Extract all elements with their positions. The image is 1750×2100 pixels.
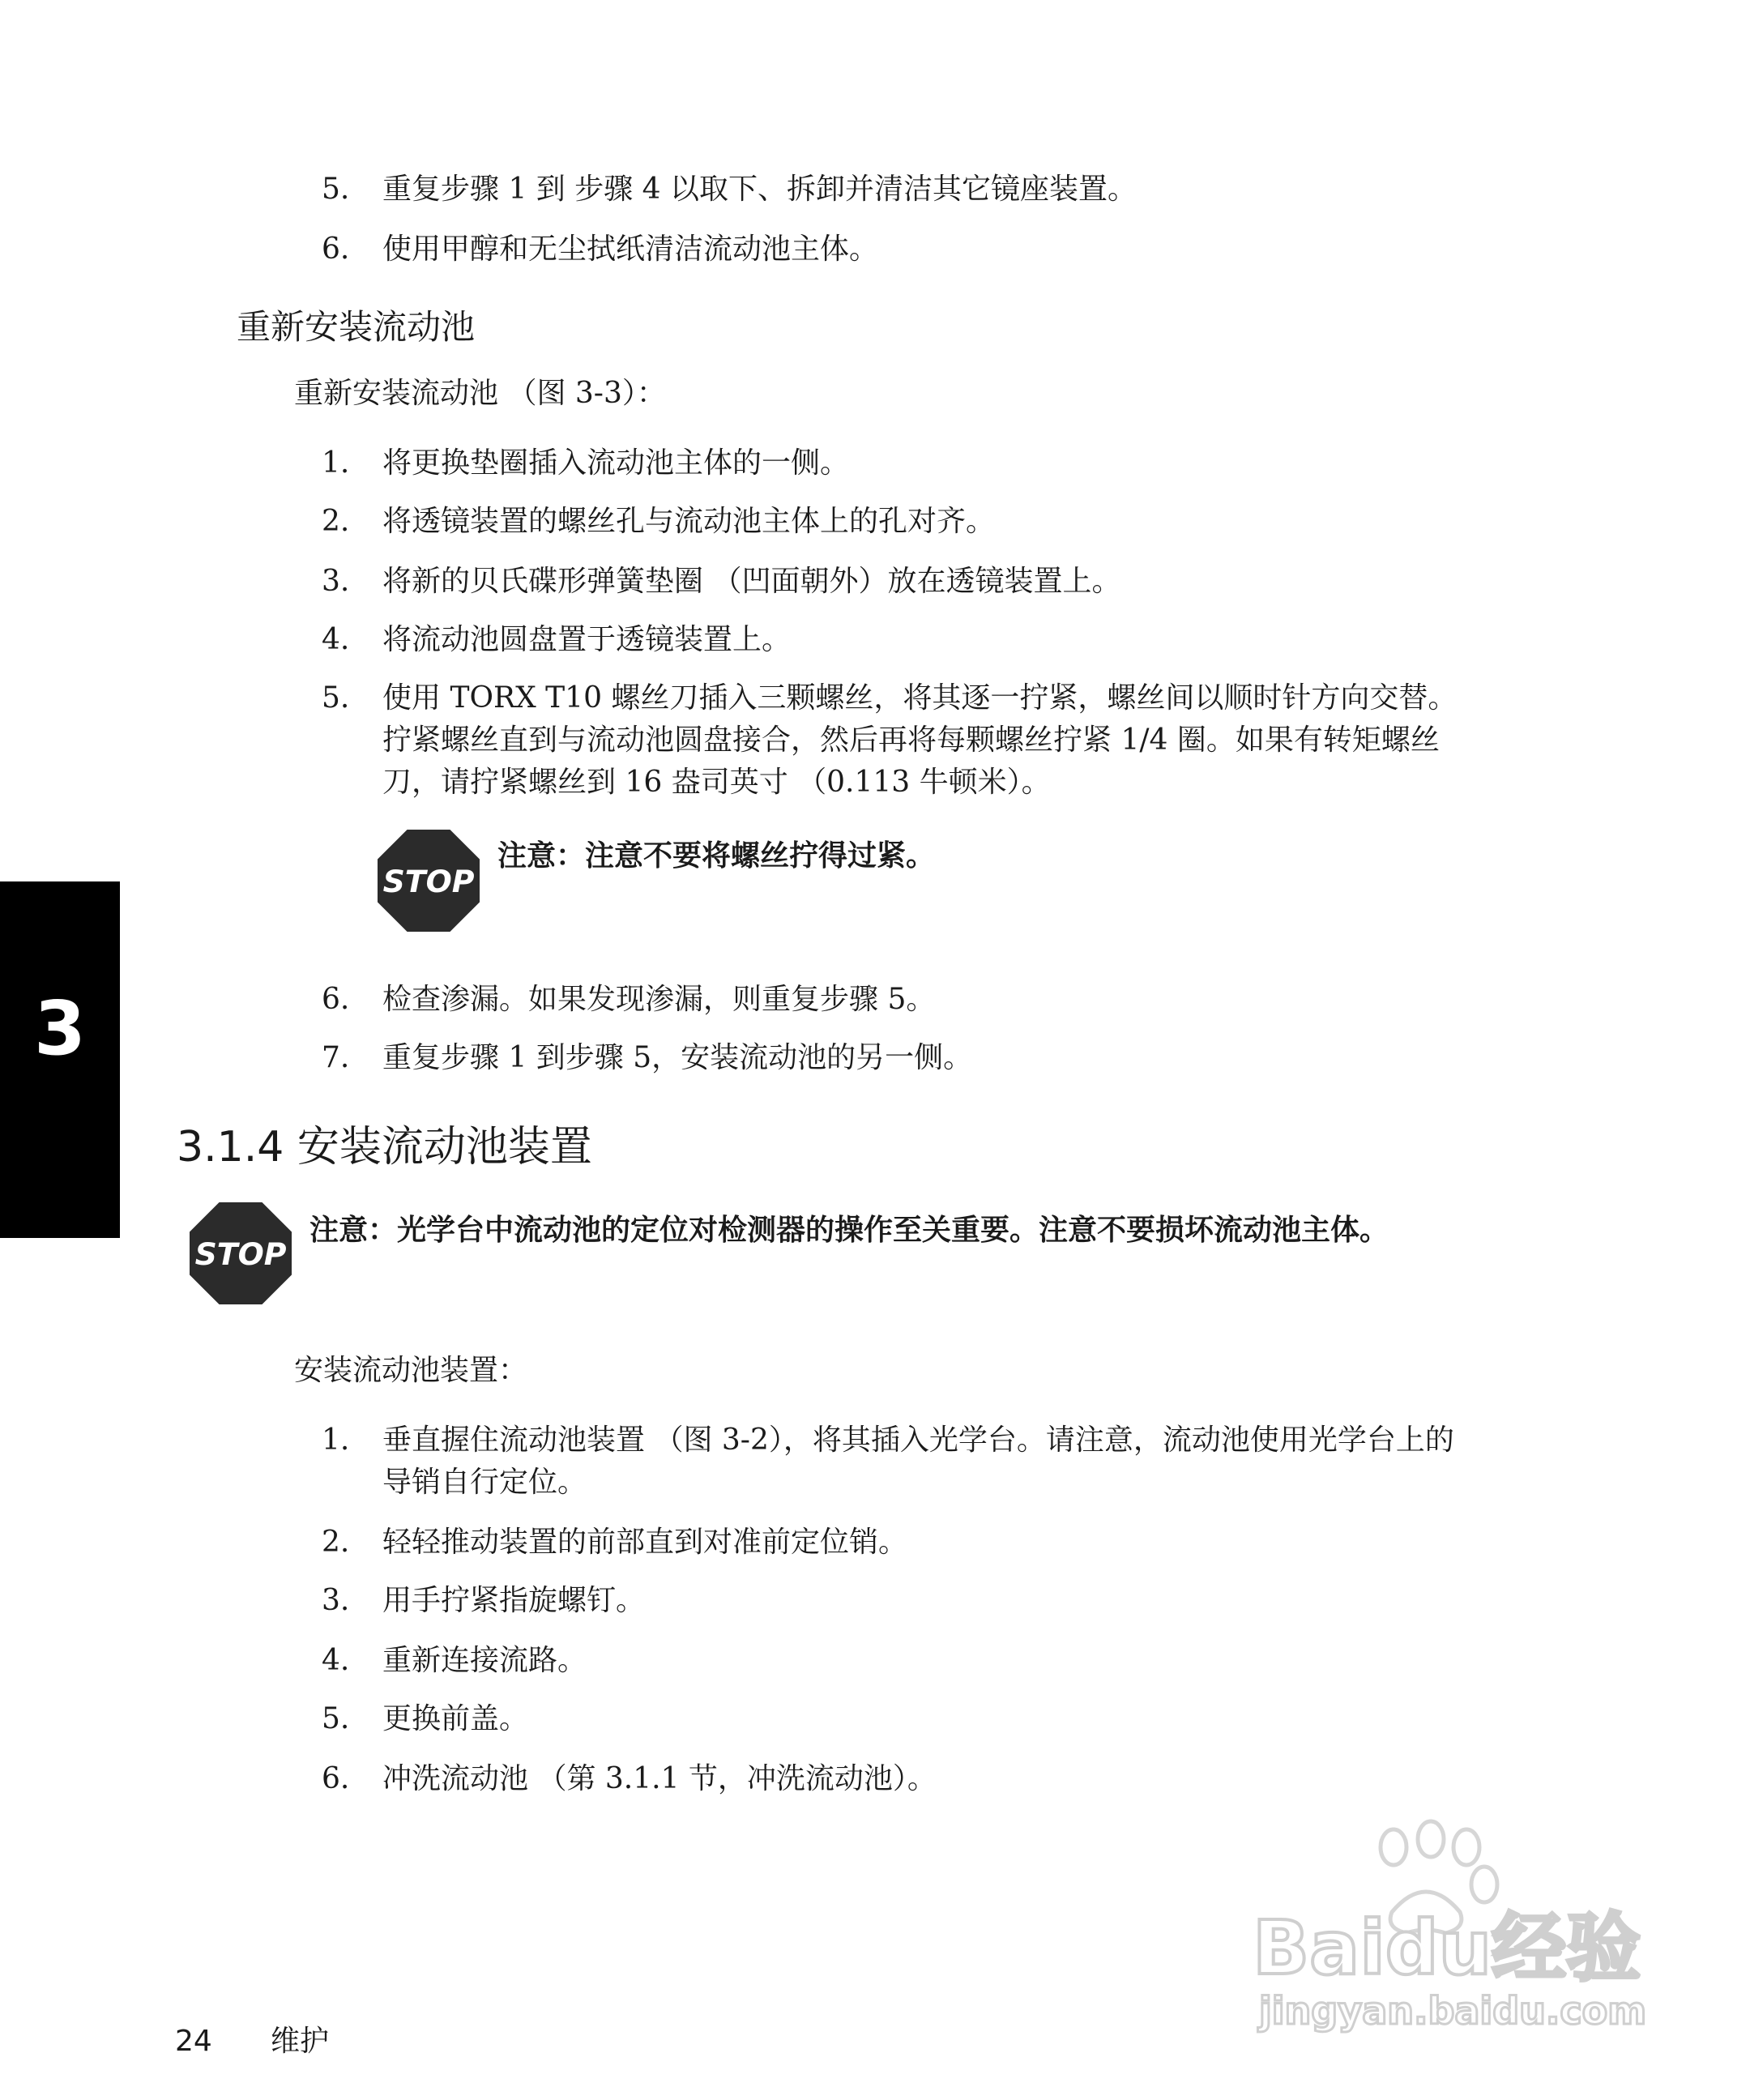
watermark-url: jingyan.baidu.com <box>1259 1989 1647 2033</box>
baidu-jingyan-watermark <box>1248 1815 1669 2034</box>
step-number: 1. <box>322 1423 350 1457</box>
caution-text: 注意：光学台中流动池的定位对检测器的操作至关重要。注意不要损坏流动池主体。 <box>309 1214 1389 1247</box>
caution-text: 注意：注意不要将螺丝拧得过紧。 <box>497 839 936 873</box>
intro-text: 安装流动池装置： <box>294 1354 528 1387</box>
step-text-line: 拧紧螺丝直到与流动池圆盘接合，然后再将每颗螺丝拧紧 1/4 圈。如果有转矩螺丝 <box>382 723 1440 757</box>
stop-sign-icon <box>190 1202 292 1304</box>
step-text: 将新的贝氏碟形弹簧垫圈 （凹面朝外）放在透镜装置上。 <box>382 565 1121 598</box>
step-text: 将更换垫圈插入流动池主体的一侧。 <box>382 446 850 480</box>
step-text: 轻轻推动装置的前部直到对准前定位销。 <box>382 1526 908 1559</box>
step-text: 更换前盖。 <box>382 1702 529 1735</box>
step-number: 7. <box>322 1041 350 1074</box>
subsection-heading: 重新安装流动池 <box>237 307 476 347</box>
step-text-line: 垂直握住流动池装置 （图 3-2），将其插入光学台。请注意，流动池使用光学台上的 <box>382 1423 1454 1457</box>
footer-title: 维护 <box>271 2025 330 2058</box>
step-text: 将透镜装置的螺丝孔与流动池主体上的孔对齐。 <box>382 505 996 538</box>
step-number: 5. <box>322 681 350 715</box>
step-number: 5. <box>322 173 350 206</box>
step-text: 将流动池圆盘置于透镜装置上。 <box>382 623 792 656</box>
step-number: 6. <box>322 983 350 1016</box>
step-text: 使用甲醇和无尘拭纸清洁流动池主体。 <box>382 233 879 266</box>
intro-text: 重新安装流动池 （图 3-3）： <box>294 377 666 410</box>
stop-label: STOP <box>194 1236 287 1272</box>
section-title: 3.1.4 安装流动池装置 <box>177 1123 592 1172</box>
step-text: 重复步骤 1 到步骤 5，安装流动池的另一侧。 <box>382 1041 973 1074</box>
watermark-brand: Baidu经验 <box>1253 1905 1641 1991</box>
step-text: 检查渗漏。如果发现渗漏，则重复步骤 5。 <box>382 983 936 1016</box>
step-text-line: 导销自行定位。 <box>382 1466 587 1499</box>
stop-sign-icon <box>378 830 480 932</box>
step-number: 3. <box>322 1584 350 1617</box>
chapter-number: 3 <box>33 985 86 1072</box>
step-text: 重复步骤 1 到 步骤 4 以取下、拆卸并清洁其它镜座装置。 <box>382 173 1138 206</box>
step-number: 6. <box>322 1762 350 1795</box>
step-text: 用手拧紧指旋螺钉。 <box>382 1584 646 1617</box>
step-text-line: 使用 TORX T10 螺丝刀插入三颗螺丝，将其逐一拧紧，螺丝间以顺时针方向交替。 <box>382 681 1458 715</box>
step-number: 4. <box>322 1644 350 1677</box>
step-number: 5. <box>322 1702 350 1735</box>
step-number: 2. <box>322 1526 350 1559</box>
step-text: 冲洗流动池 （第 3.1.1 节，冲洗流动池）。 <box>382 1762 937 1795</box>
step-number: 4. <box>322 623 350 656</box>
step-number: 1. <box>322 446 350 480</box>
step-text: 重新连接流路。 <box>382 1644 587 1677</box>
page-number: 24 <box>175 2025 212 2058</box>
step-number: 6. <box>322 233 350 266</box>
stop-label: STOP <box>382 863 475 899</box>
step-text-line: 刀，请拧紧螺丝到 16 盎司英寸 （0.113 牛顿米）。 <box>382 766 1051 799</box>
step-number: 3. <box>322 565 350 598</box>
step-number: 2. <box>322 505 350 538</box>
